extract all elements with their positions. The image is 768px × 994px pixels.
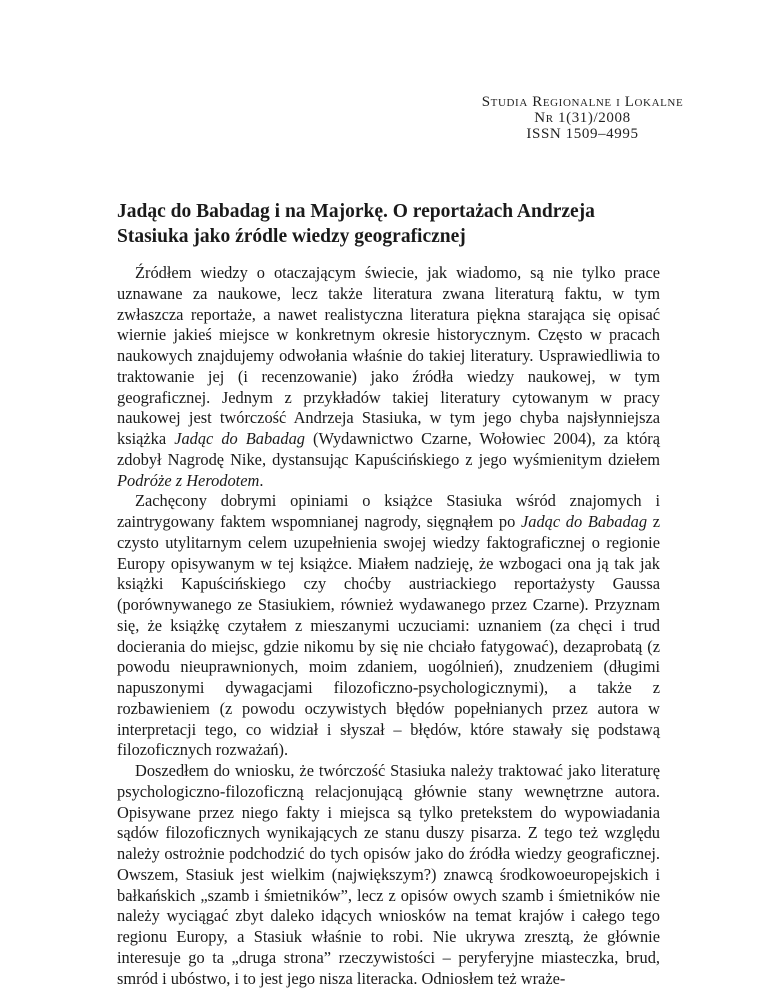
article-body: [117, 263, 660, 989]
book-title: Podróże z Herodotem: [117, 470, 260, 490]
text-run: (Wydawnictwo Czarne, Wołowiec 2004), za którą zdobył Nagrodę Nike, dystansując Kapuścińskiego z jego wyśmienitym dziełem: [117, 429, 661, 469]
paragraph: Doszedłem do wniosku, że twórczość Stasiuka należy traktować jako literaturę psychologiczno-filozoficzną relacjonującą głównie stany wewnętrzne autora. Opisywane przez niego fakty i miejsca są tylko pretekstem do wypowiadania sądów filozoficznych wynikających ze stanu duszy pisarza. Z tego też względu należy ostrożnie podchodzić do tych opisów jako do źródła wiedzy geograficznej. Owszem, Stasiuk jest wielkim (największym?) znawcą środkowoeuropejskich i bałkańskich „szamb i śmietników”, lecz z opisów owych szamb i śmietników nie należy wyciągać zbyt daleko idących wniosków na temat krajów i całego tego regionu Europy, a Stasiuk właśnie to robi. Nie ukrywa zresztą, że głównie interesuje go ta „druga strona” rzeczywistości – peryferyjne miasteczka, brud, smród i ubóstwo, i to jest jego nisza literacka. Odniosłem też wraże-: [117, 761, 660, 988]
text-run: .: [259, 470, 264, 490]
journal-name: Studia Regionalne i Lokalne: [481, 94, 684, 110]
article-title: Jadąc do Babadag i na Majorkę. O reportażach Andrzeja Stasiuka jako źródle wiedzy geograficznej: [117, 201, 595, 247]
text-run: Źródłem wiedzy o otaczającym świecie, jak wiadomo, są nie tylko prace uznawane za naukowe, lecz także literatura zwana literaturą faktu, w tym zwłaszcza reportaże, a nawet realistyczna literatura piękna starająca się opisać wiernie jakieś miejsce w konkretnym okresie historycznym. Często w pracach naukowych znajdujemy odwołania właśnie do takiej literatury. Usprawiedliwia to traktowanie jej (i recenzowanie) jako źródła wiedzy naukowej, w tym geograficznej. Jednym z przykładów takiej literatury cytowanym w pracy naukowej jest twórczość Andrzeja Stasiuka, w tym jego chyba najsłynniejsza książka: [117, 263, 660, 448]
issn: ISSN 1509–4995: [526, 126, 639, 142]
issue-number: Nr 1(31)/2008: [534, 110, 631, 126]
book-title: Jadąc do Babadag: [174, 429, 305, 448]
paragraph: [117, 263, 660, 491]
journal-header: [380, 94, 768, 142]
text-run: z czysto utylitarnym celem uzupełnienia swojej wiedzy faktograficznej o regionie Europy opisywanym w tej książce. Miałem nadzieję, że wzbogaci ona ją tak jak książki Kapuścińskiego czy choćby austriackiego reportażysty Gaussa (porównywanego ze Stasiukiem, również wydawanego przez Czarne). Przyznam się, że książkę czytałem z mieszanymi uczuciami: uznaniem (za chęci i trud docierania do miejsc, gdzie nikomu by się nie chciało fatygować), dezaprobatą (z powodu nieuprawnionych, moim zdaniem, uogólnień), znudzeniem (długimi napuszonymi dywagacjami filozoficzno-psychologicznymi), a także z rozbawieniem (z powodu oczywistych błędów popełnianych przez autora w interpretacji tego, co widział i słyszał – błędów, które stawały się podstawą filozoficznych rozważań).: [117, 512, 661, 760]
paragraph: [117, 491, 660, 761]
book-title: Jadąc do Babadag: [520, 512, 648, 531]
text-run: Zachęcony dobrymi opiniami o książce Stasiuka wśród znajomych i zaintrygowany faktem wspomnianej nagrody, sięgnąłem po: [117, 491, 660, 531]
